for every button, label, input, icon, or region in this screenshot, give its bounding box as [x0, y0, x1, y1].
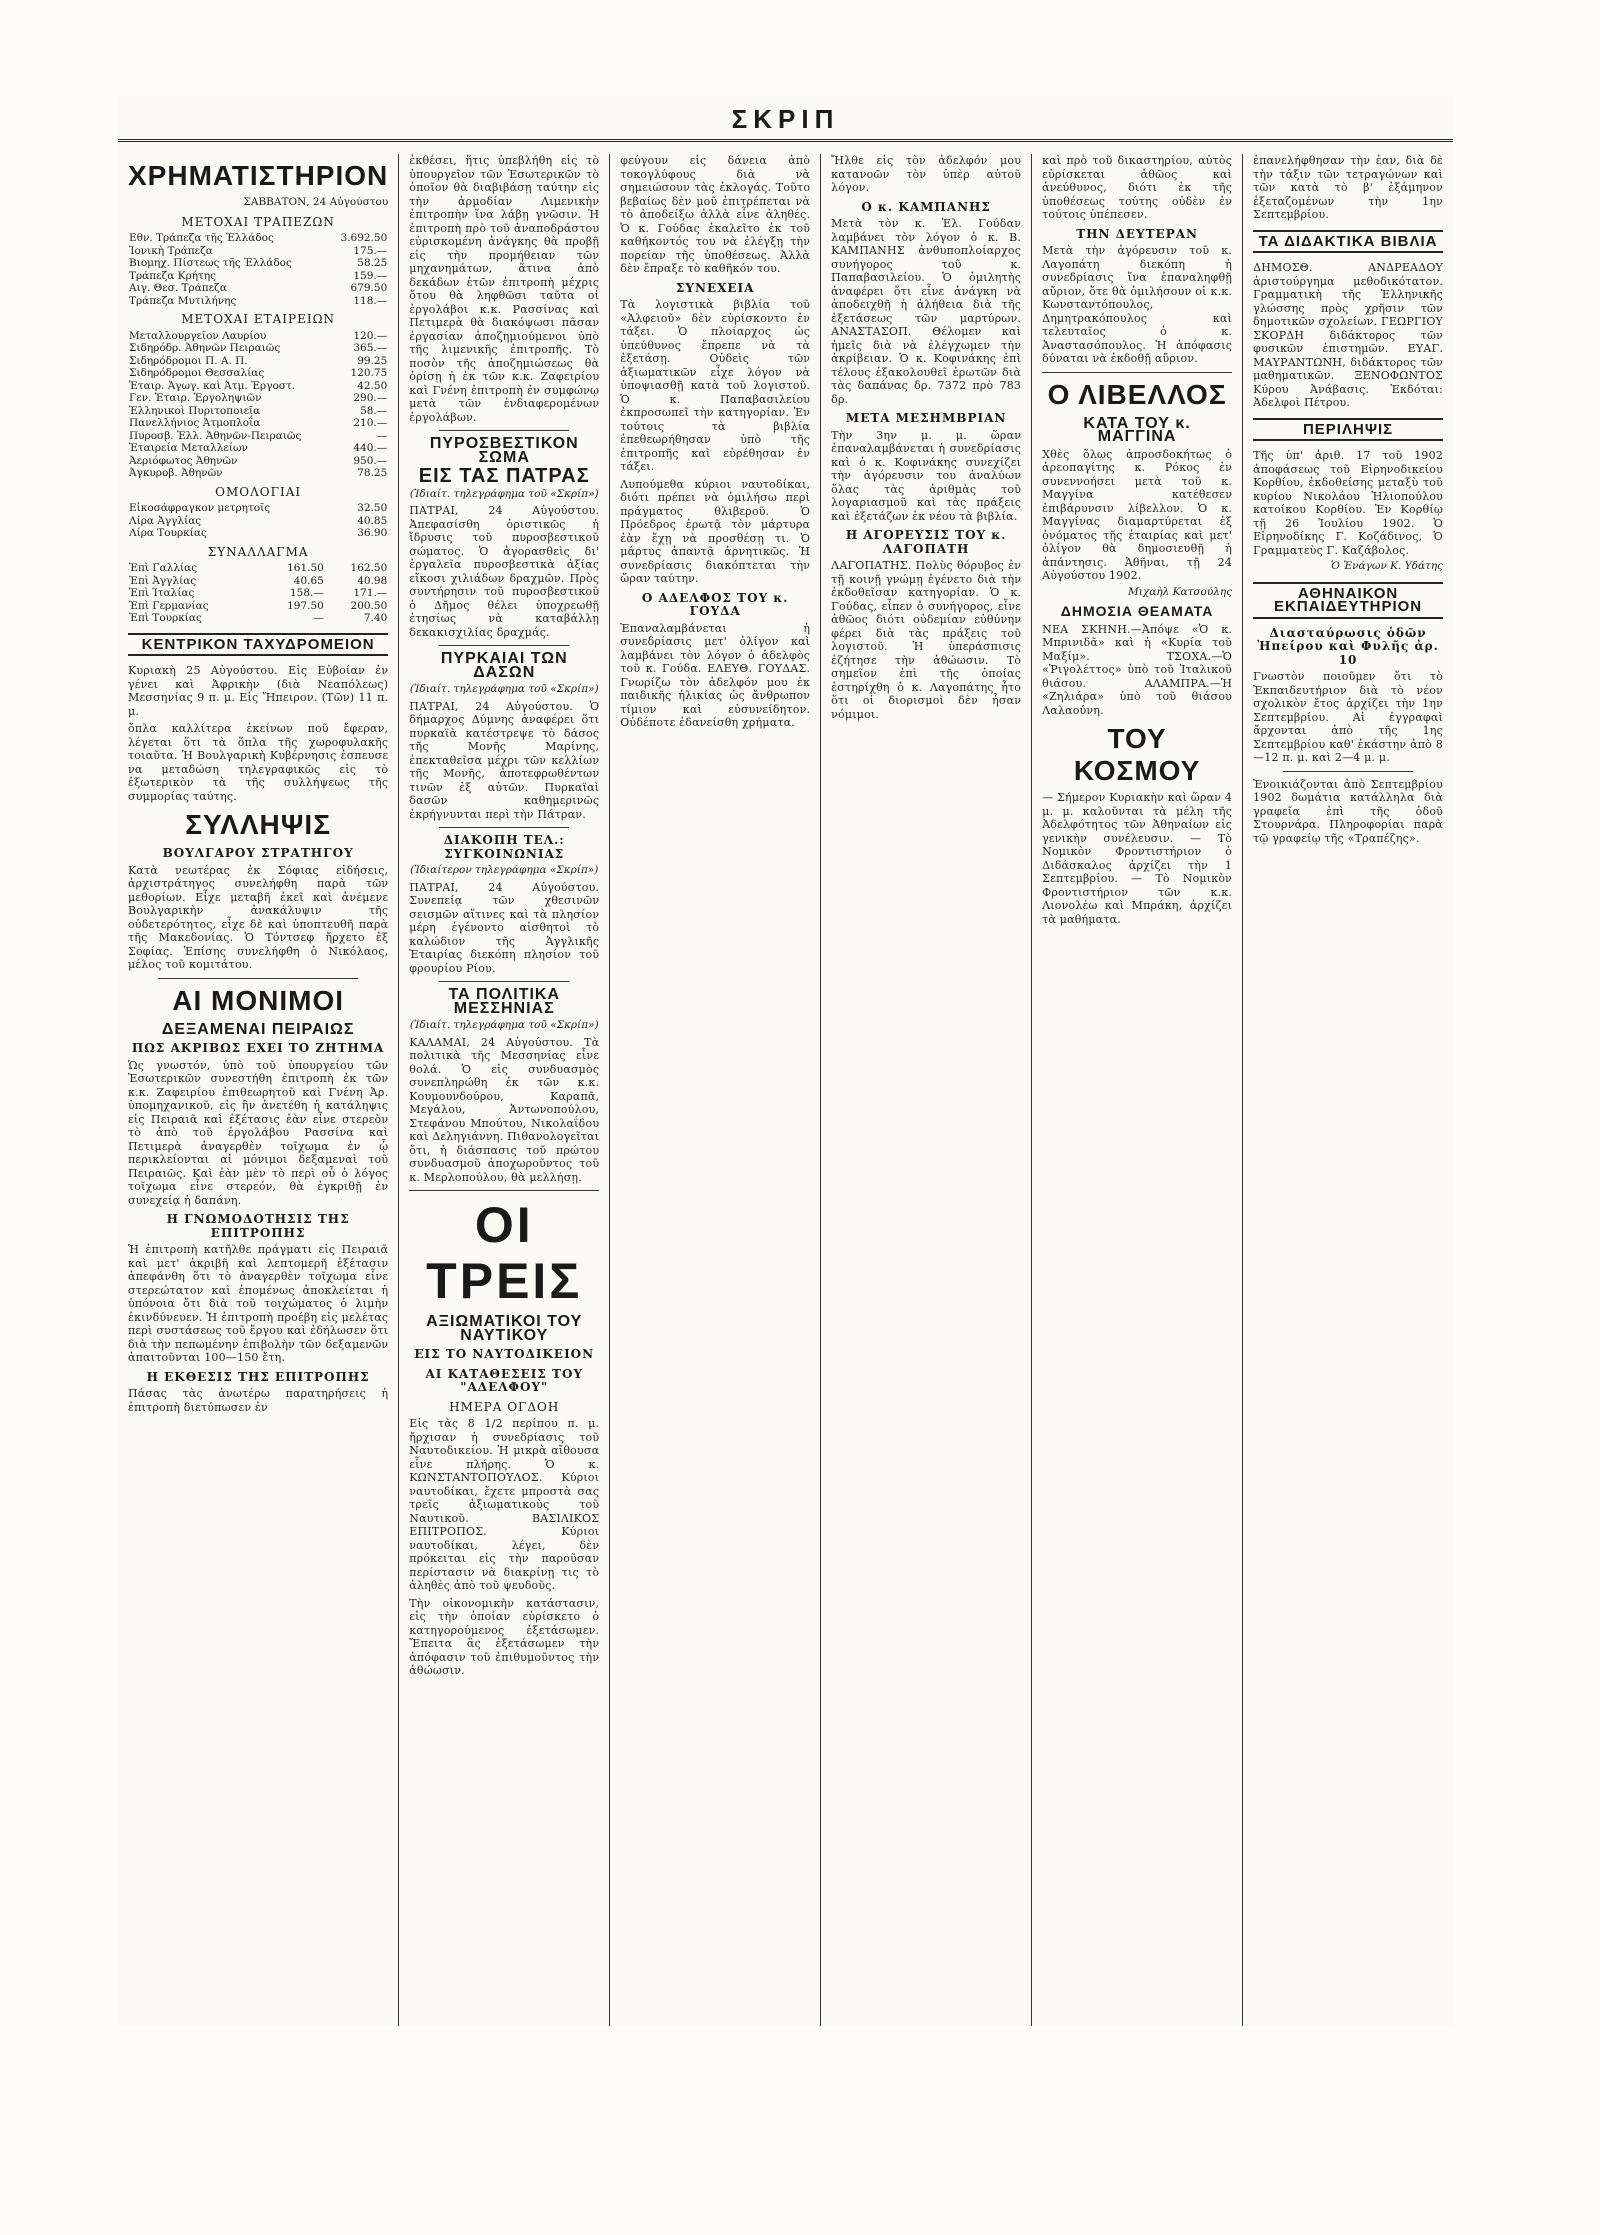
- column-5: [1032, 154, 1243, 2026]
- masthead: [118, 96, 1453, 142]
- table-row: Πανελλήνιος Ἀτμοπλοΐα 210.—: [129, 417, 388, 429]
- lagopatis-text: ΛΑΓΟΠΑΤΗΣ. Πολὺς θόρυβος ἐν τῇ κοινῇ γνώμῃ ἐγένετο διὰ τὴν ἐκδοθεῖσαν κατηγορίαν. Ὁ κ. Γούδας, εἶπεν ὁ συνήγορος, εἶνε ἀθῶος διότι οὐδεμίαν εὐθύνην φέρει διὰ τὰς πράξεις τοῦ λογιστοῦ. Ἡ ὑπεράσπισις ἐζήτησε τὴν ἀθώωσιν. Τὸ σημεῖον ἐπὶ τῆς ὁποίας ἐστηρίχθη ὁ κ. Λαγοπάτης ἦτο ὅτι οἱ διορισμοὶ δὲν ἦσαν νόμιμοι.: [831, 559, 1022, 721]
- banks-heading: ΜΕΤΟΧΑΙ ΤΡΑΠΕΖΩΝ: [181, 214, 335, 229]
- messinia-source: (Ἰδιαίτ. τηλεγράφημα τοῦ «Σκρίπ»): [409, 1019, 599, 1031]
- monimoi-heading-2: ΔΕΞΑΜΕΝΑΙ ΠΕΙΡΑΙΩΣ: [161, 1020, 355, 1038]
- deftera-text: Μετὰ τὴν ἀγόρευσιν τοῦ κ. Λαγοπάτη διεκόπη ἡ συνεδρίασις ἵνα ἐπαναληφθῇ αὔριον, ὅτε θὰ ὁμιλήσουν οἱ κ.κ. Κωνσταντόπουλος, Δημητρακόπουλος καὶ τελευταῖος ὁ κ. Ἀναστασόπουλος. Ἡ ἀπόφασις δύναται νὰ ἐκδοθῇ αὔριον.: [1042, 244, 1233, 365]
- pyro-text: ΠΑΤΡΑΙ, 24 Αὐγούστου. Ἀπεφασίσθη ὁριστικῶς ἡ ἵδρυσις τοῦ πυροσβεστικοῦ σώματος. Ὁ ἀγορασθεὶς δι' ἐργαλεῖα πυροσβεστικὰ ἀξίας εἴκοσι χιλιάδων δραχμῶν. Πρὸς συντήρησιν τοῦ πυροσβεστικοῦ ὁ Δῆμος θέλει ὑποχρεωθῇ ἐτησίως νὰ καταβάλλῃ δεκακισχιλίας δραχμάς.: [409, 504, 600, 639]
- divider: [439, 645, 569, 646]
- synecheia-text: Τὰ λογιστικὰ βιβλία τοῦ «Ἀλφειοῦ» δὲν εὑρίσκοντο ἐν τάξει. Ὁ πλοίαρχος ὡς ὑπεύθυνος ἔπρεπε νὰ τὰ ἐξετάσῃ. Οὐδεὶς τῶν ἀξιωματικῶν εἶχε λόγον νὰ ὑποψιασθῇ κατὰ τοῦ λογιστοῦ. Ὁ κ. Παπαβασιλείου ἐκπροσωπεῖ τὴν κατηγορίαν. Ἐν τούτοις τὰ βιβλία ἐπεθεωρήθησαν ὑπὸ τῆς ἐπιτροπῆς καὶ εὑρέθησαν ἐν τάξει.: [620, 298, 811, 473]
- table-row: Γεν. Ἑταιρ. Ἐργοληψιῶν 290.—: [129, 392, 388, 404]
- bonds-heading: ΟΜΟΛΟΓΙΑΙ: [215, 484, 302, 499]
- table-row: Ἐπὶ Ἀγγλίας 40.65 40.98: [129, 574, 388, 587]
- divider: [439, 430, 569, 431]
- table-row: Εἰκοσάφραγκον μετρητοῖς 32.50: [129, 502, 388, 514]
- theamata-heading: ΔΗΜΟΣΙΑ ΘΕΑΜΑΤΑ: [1060, 603, 1214, 619]
- article-text: ὅπλα καλλίτερα ἐκείνων ποῦ ἔφεραν, λέγεται ὅτι τὰ ὅπλα τῆς χωροφυλακῆς τοιαῦτα. Ἡ Βουλγαρικὴ Κυβέρνησις ἐσπευσε να μεταδώση τηλεγραφικῶς εἰς τὸ ἐξωτερικὸν τὰ τῆς συλλήψεως τῆς συμμορίας ταύτης.: [128, 722, 389, 803]
- syllipsis-heading: ΣΥΛΛΗΨΙΣ: [185, 809, 331, 840]
- syllipsis-text: Κατὰ νεωτέρας ἐκ Σόφιας εἰδήσεις, ἀρχιστράτηγος συνελήφθη παρὰ τῶν μεθορίων. Εἶχε μεταβῆ ἐκεῖ καὶ ἀνέμενε Βουλγαρικὴν ἀνακάλυψιν τῆς οὐδετερότητος, εἶχε δὲ καὶ ὑποπτευθῆ παρὰ τῆς Μακεδονίας. Ὁ Τόντσεφ ἤρχετο ἐξ Σοφίας. Ἐπίσης συνελήφθη ὁ Νικόλαος, μέλος τοῦ κομιτάτου.: [128, 863, 389, 971]
- periiipsis-signature: Ὁ Ἐνάγων Κ. Υδάτης: [1330, 560, 1444, 572]
- table-row: Λίρα Τουρκίας 36.90: [129, 527, 388, 539]
- bonds-table: [128, 502, 388, 540]
- monimoi-subheading: ΠΩΣ ΑΚΡΙΒΩΣ ΕΧΕΙ ΤΟ ΖΗΤΗΜΑ: [131, 1041, 385, 1055]
- column-1: [118, 154, 399, 2026]
- deftera-heading: ΤΗΝ ΔΕΥΤΕΡΑΝ: [1076, 226, 1199, 241]
- lead-text: ἐκθέσει, ἥτις ὑπεβλήθη εἰς τὸ ὑπουργεῖον τῶν Ἐσωτερικῶν τὸ ὁποῖον θὰ διαβιβάσῃ ταύτην εἰς τὴν ἁρμοδίαν Λιμενικὴν ἐπιτροπὴν ἵνα λάβῃ γνῶσιν. Ἡ ἐπιτροπὴ πρὸ τοῦ ἀναποδράστου εὑρισκομένη ἀνάγκης θὰ προβῇ εἰς τὴν προμήθειαν τῶν μηχανημάτων, ἅτινα ἀπὸ δεκάδων ἐτῶν ἐπιτροπὴ μέχρις ὅτου θὰ ληφθῶσι ταῦτα οἱ ἐργολάβοι κ.κ. Ρασσίνας καὶ Πετιμερὰ θὰ διακόψωσι πᾶσαν ἐργασίαν ἀποζημιούμενοι ὑπὸ τῆς λιμενικῆς ἐπιτροπῆς. Τὸ ποσὸν τῆς ἀποζημιώσεως θὰ ὁρίσῃ ἡ ἐκ τῶν κ.κ. Ζαφειρίου καὶ Γνένη ἐπιτροπὴ ἐν συμφώνῳ μετὰ τῶν ἐνδιαφερομένων ἐργολάβων.: [409, 154, 600, 424]
- column-3: [610, 154, 821, 2026]
- livellos-signature: Μιχαὴλ Κατσούλης: [1128, 585, 1233, 598]
- table-row: Ἀγκυροβ. Ἀθηνῶν 78.25: [129, 467, 388, 479]
- lead-text: Ἤλθε εἰς τὸν ἀδελφόν μου κατανοῶν τὸν ὑπὲρ αὐτοῦ λόγον.: [831, 154, 1022, 194]
- table-row: Αιγ. Θεσ. Τράπεζα 679.50: [129, 282, 388, 294]
- strefi-source: (Ἰδιαίτερον τηλεγράφημα «Σκρίπ»): [410, 864, 599, 876]
- adelfos-text: Ἐπαναλαμβάνεται ἡ συνεδρίασις μετ' ὀλίγον καὶ λαμβάνει τὸν λόγον ὁ ἀδελφὸς τοῦ κ. Γούδα. ΕΛΕΥΘ. ΓΟΥΔΑΣ. Γνωρίζω τὸν ἀδελφόν μου ἐκ παιδικῆς ἡλικίας ὡς ἄνθρωπον τίμιον καὶ εὐσυνείδητον. Οὐδέποτε ἐδανείσθη χρήματα.: [620, 621, 811, 729]
- pyro-heading-2: ΕΙΣ ΤΑΣ ΠΑΤΡΑΣ: [418, 465, 590, 487]
- kosmou-text: — Σήμερον Κυριακὴν καὶ ὥραν 4 μ. μ. καλοῦνται τὰ μέλη τῆς Ἀδελφότητος τῶν Ἀθηναίων εἰς γενικὴν συνέλευσιν. — Τὸ Νομικὸν Φροντιστήριον ὁ Διδάσκαλος ἀρχίζει τὴν 1 Σεπτεμβρίου. — Τὸ Νομικὸν Φροντιστήριον τῶν κ.κ. Λιονολέω καὶ Μπράκη, ἀρχίζει τὰ μαθήματα.: [1042, 791, 1233, 926]
- ekthesis-text: Πάσας τὰς ἀνωτέρω παρατηρήσεις ἡ ἐπιτροπὴ διετύπωσεν ἐν: [128, 1387, 389, 1414]
- treis-text: Εἰς τὰς 8 1/2 περίπου π. μ. ἤρχισαν ἡ συνεδρίασις τοῦ Ναυτοδικείου. Ἡ μικρὰ αἴθουσα εἶνε πλήρης. Ὁ κ. ΚΩΝΣΤΑΝΤΟΠΟΥΛΟΣ. Κύριοι ναυτοδίκαι, ἔχετε μπροστὰ σας τρεῖς ἀξιωματικοὺς τοῦ Ναυτικοῦ. ΒΑΣΙΛΙΚΟΣ ΕΠΙΤΡΟΠΟΣ. Κύριοι ναυτοδίκαι, λέγει, δὲν πρόκειται εἰς τὴν παροῦσαν περίστασιν νὰ διακρίνῃ τις τὸ ἀληθὲς ἀπὸ τοῦ ψευδοῦς.: [409, 1417, 600, 1592]
- table-row: Τράπεζα Μυτιλήνης 118.—: [129, 294, 388, 307]
- newspaper-page: [118, 96, 1453, 2026]
- table-row: Ἑταιρ. Ἀγωγ. καὶ Ἀτμ. Ἐργοστ. 42.50: [129, 379, 388, 392]
- divider: [1042, 372, 1232, 373]
- treis-heading-3: ΕΙΣ ΤΟ ΝΑΥΤΟΔΙΚΕΙΟΝ: [414, 1347, 595, 1361]
- table-row: Τράπεζα Κρήτης 159.—: [129, 269, 388, 282]
- table-row: Σιδηρόδρομοι Π. Α. Π. 99.25: [129, 354, 388, 367]
- table-row: Ἀεριόφωτος Ἀθηνῶν 950.—: [129, 454, 388, 467]
- page-title: ΣΚΡΙΠ: [731, 104, 840, 134]
- ekpaid-subheading: Διασταύρωσις ὁδῶν Ἠπείρου καὶ Φυλῆς ἀρ. 10: [1257, 625, 1439, 667]
- lagopatis-heading: Η ΑΓΟΡΕΥΣΙΣ ΤΟΥ κ. ΛΑΓΟΠΑΤΗ: [845, 528, 1007, 556]
- strefi-heading: ΔΙΑΚΟΠΗ ΤΕΛ.: ΣΥΓΚΟΙΝΩΝΙΑΣ: [443, 833, 565, 861]
- table-row: Εθν. Τράπεζα τῆς Ἑλλάδος 3.692.50: [129, 232, 388, 244]
- exchange-heading: ΧΡΗΜΑΤΙΣΤΗΡΙΟΝ: [128, 160, 389, 191]
- fx-heading: ΣΥΝΑΛΛΑΓΜΑ: [207, 544, 309, 559]
- table-row: Ἐπὶ Γαλλίας 161.50 162.50: [129, 562, 388, 574]
- table-row: Ἰονικὴ Τράπεζα 175.—: [129, 244, 388, 257]
- treis-heading-2: ΑΞΙΩΜΑΤΙΚΟΙ ΤΟΥ ΝΑΥΤΙΚΟΥ: [426, 1313, 583, 1344]
- table-row: Λίρα Ἀγγλίας 40.85: [129, 514, 388, 527]
- lead-text: φεύγουν εἰς δάνεια ἀπὸ τοκογλύφους διὰ νὰ σημειώσουν τὰς ἐκλογάς. Τοῦτο βεβαίως δὲν μοῦ ἐπιτρέπεται νὰ τὸ ἀποδείξω ἀλλὰ εἶνε ἀληθές. Ὁ κ. Γούδας ἐκαλεῖτο ἐκ τοῦ καθήκοντός του νὰ ἐλέγξῃ τὴν πορείαν τῆς ὑποθέσεως. Ἀλλὰ δὲν ἔπραξε τὸ καθῆκόν του.: [620, 154, 811, 275]
- syllipsis-subheading: ΒΟΥΛΓΑΡΟΥ ΣΤΡΑΤΗΓΟΥ: [162, 846, 354, 860]
- livellos-heading-2: ΚΑΤΑ ΤΟΥ κ. ΜΑΓΓΙΝΑ: [1083, 414, 1191, 445]
- table-row: Ἐπὶ Ἰταλίας 158.— 171.—: [129, 587, 388, 599]
- divider: [439, 981, 569, 982]
- table-row: Ἐπὶ Γερμανίας 197.50 200.50: [129, 599, 388, 612]
- fx-table: [128, 562, 388, 625]
- meta-heading: ΜΕΤΑ ΜΕΣΗΜΒΡΙΑΝ: [845, 411, 1007, 425]
- table-row: Βιομηχ. Πίστεως τῆς Ἑλλάδος 58.25: [129, 257, 388, 269]
- divider: [439, 827, 569, 828]
- vivlia-text: ΔΗΜΟΣΘ. ΑΝΔΡΕΑΔΟΥ ἀριστούργημα μεθοδικότατον. Γραμματικὴ τῆς Ἑλληνικῆς γλώσσης πρὸς χρῆσιν τῶν δημοτικῶν σχολείων. ΓΕΩΡΓΙΟΥ ΣΚΟΡΔΗ διδάκτορος τῶν φυσικῶν ἐπιστημῶν. ΕΥΑΓ. ΜΑΥΡΑΝΤΩΝΗ, διδάκτορος τῶν μαθηματικῶν. ΞΕΝΟΦΩΝΤΟΣ Κύρου Ἀνάβασις. Ἐκδόται: Ἀδελφοὶ Πέτρου.: [1253, 261, 1444, 409]
- dason-source: (Ἰδιαίτ. τηλεγράφημα τοῦ «Σκρίπ»): [409, 683, 599, 695]
- table-row: Ἐπὶ Τουρκίας — 7.40: [129, 612, 388, 624]
- livellos-text: Χθὲς ὅλως ἀπροσδοκήτως ὁ ἀρεοπαγίτης κ. Ρόκος ἐν συνεννοήσει μετὰ τοῦ κ. Μαγγίνα κατέθεσεν ἐπιβάρυνσιν λίβελλον. Ὁ κ. Μαγγίνας διαμαρτύρεται ἐξ ὀνόματος τῆς ἐταιρίας καὶ μετ' ὀλίγον θὰ δημοσιευθῇ ἡ ἀπάντησις. Ἀθῆναι, τῇ 24 Αὐγούστου 1902.: [1042, 447, 1233, 582]
- pyro-heading: ΠΥΡΟΣΒΕΣΤΙΚΟΝ ΣΩΜΑ: [429, 435, 579, 466]
- adelfos-heading: Ο ΑΔΕΛΦΟΣ ΤΟΥ κ. ΓΟΥΔΑ: [641, 590, 789, 618]
- theamata-text: ΝΕΑ ΣΚΗΝΗ.—Ἀπόψε «Ὁ κ. Μπρινιδᾶ» καὶ ἡ «Κυρία τοῦ Μαξίμ». ΤΣΟΧΑ.—Ὁ «Ῥιγολέττος» ὑπὸ τοῦ Ἰταλικοῦ θιάσου. ΑΛΑΜΠΡΑ.—Ἡ «Ζηλιάρα» ὑπὸ τοῦ θιάσου Λαλαούνη.: [1042, 622, 1233, 717]
- table-row: Σιδηρόδρ. Ἀθηνῶν Πειραιῶς 365.—: [129, 342, 388, 354]
- treis-subheading: ΑΙ ΚΑΤΑΘΕΣΕΙΣ ΤΟΥ "ΑΔΕΛΦΟΥ": [425, 1366, 584, 1394]
- column-4: [821, 154, 1032, 2026]
- meta-text: Τὴν 3ην μ. μ. ὥραν ἐπαναλαμβάνεται ἡ συνεδρίασις καὶ ὁ κ. Κοφινάκης συνεχίζει τὴν ἀγόρευσιν του ἀναλύων ὅλας τὰς ἀριθμὰς τοῦ λογαριασμοῦ καὶ τὰς πράξεις καὶ ἐξετάζων ἐκ νέου τὰ βιβλία.: [831, 428, 1022, 523]
- monimoi-heading: ΑΙ ΜΟΝΙΜΟΙ: [172, 984, 345, 1016]
- column-2: [399, 154, 610, 2026]
- column-6: [1243, 154, 1453, 2026]
- ekpaid-text: Γνωστὸν ποιοῦμεν ὅτι τὸ Ἐκπαιδευτήριον διὰ τὸ νέον σχολικὸν ἔτος ἀρχίζει τὴν 1ην Σεπτεμβρίου. Αἱ ἐγγραφαὶ ἄρχονται ἀπὸ τῆς 1ης Σεπτεμβρίου καθ' ἑκάστην ἀπὸ 8—12 π. μ. καὶ 2—4 μ. μ.: [1253, 670, 1444, 764]
- companies-heading: ΜΕΤΟΧΑΙ ΕΤΑΙΡΕΙΩΝ: [181, 312, 336, 326]
- divider: [1283, 771, 1413, 772]
- kampanis-text: Μετὰ τὸν κ. Ἐλ. Γούδαν λαμβάνει τὸν λόγον ὁ κ. Β. ΚΑΜΠΑΝΗΣ ἀνθυποπλοίαρχος συνήγορος τοῦ κ. Παπαβασιλείου. Ὁ ὁμιλητὴς ἀναφέρει ὅτι εἶνε ἀνάγκη νὰ ἀποδειχθῇ ἡ ἀλήθεια διὰ τῆς ἐξετάσεως τῶν μαρτύρων. ΑΝΑΣΤΑΣΟΠ. Θέλομεν καὶ ἡμεῖς διὰ νὰ ἐλέγχωμεν τὴν ἀκρίβειαν. Ὁ κ. Κοφινάκης ἐπὶ τέλους ἐξακολουθεῖ ἐρωτῶν διὰ τὰς δαπάνας δρ. 7372 πρὸ 783 δρ.: [831, 217, 1022, 406]
- post-heading: ΚΕΝΤΡΙΚΟΝ ΤΑΧΥΔΡΟΜΕΙΟΝ: [128, 633, 388, 657]
- banks-table: [128, 232, 388, 307]
- periiipsis-text: Τῆς ὑπ' ἀριθ. 17 τοῦ 1902 ἀποφάσεως τοῦ Εἰρηνοδικείου Κορθίου, ἐκδοθείσης μεταξὺ τοῦ κυρίου Νικολάου Ἠλιοπούλου κατοίκου Κορθίου. Ἐν Κορθίῳ τῇ 26 Ἰουλίου 1902. Ὁ Εἰρηνοδίκης Γ. Κοζάδινος, Ὁ Γραμματεὺς Γ. Καζάβολος.: [1253, 449, 1444, 557]
- kampanis-heading: Ο κ. ΚΑΜΠΑΝΗΣ: [861, 199, 991, 214]
- table-row: Σιδηρόδρομοι Θεσσαλίας 120.75: [129, 367, 388, 379]
- treis-day: ΗΜΕΡΑ ΟΓΔΟΗ: [449, 1399, 560, 1414]
- synecheia-heading: ΣΥΝΕΧΕΙΑ: [675, 280, 755, 295]
- dason-text: ΠΑΤΡΑΙ, 24 Αὐγούστου. Ὁ δήμαρχος Δύμνης ἀναφέρει ὅτι πυρκαϊὰ κατέστρεψε τὸ δάσος τῆς Μονῆς Μαρίνης, ἐπεκταθεῖσα μέχρι τῶν κελλίων τῆς Μονῆς, ἀποτεφρωθέντων τινῶν ἐξ αὐτῶν. Πυρκαϊαὶ δασῶν καθημερινῶς ἐκρήγνυνται περὶ τὴν Πάτραν.: [409, 699, 600, 821]
- table-row: Ἑταιρεία Μεταλλείων 440.—: [129, 442, 388, 454]
- ekpaid-heading: ΑΘΗΝΑΙΚΟΝ ΕΚΠΑΙΔΕΥΤΗΡΙΟΝ: [1253, 582, 1443, 619]
- synecheia-text-2: Λυπούμεθα κύριοι ναυτοδίκαι, διότι πρέπει νὰ ὁμιλήσω περὶ πράγματος θλιβεροῦ. Ὁ Πρόεδρος ἐρωτᾷ τὸν μάρτυρα ἐὰν ἔχῃ νὰ προσθέσῃ τι. Ὁ μάρτυς ἀπαντᾷ ἀρνητικῶς. Ἡ συνεδρίασις διακόπτεται τὴν ὥραν ταύτην.: [620, 477, 811, 585]
- monimoi-text: Ὡς γνωστόν, ὑπὸ τοῦ ὑπουργείου τῶν Ἐσωτερικῶν συνεστήθη ἐπιτροπὴ ἐκ τῶν κ.κ. Ζαφειρίου ἐπιθεωρητοῦ καὶ Γνένη Ἀρ. ὑπομηχανικοῦ, εἰς ἣν ἀνετέθη ἡ κατάληψις εἰς Πειραιᾶ καὶ ἐξέτασις ἐὰν εἶνε στερεὸν τὸ ἀπὸ τοῦ ἐργολάβου Ρασσίνα καὶ Πετιμερὰ ἀναγερθὲν τοῖχωμα ἐν ᾧ περικλείονται αἱ μόνιμοι δεξαμεναὶ τοῦ Πειραιῶς. Καὶ ἐὰν μὲν τὸ περὶ οὗ ὁ λόγος τοῖχωμα εἶνε στερεόν, θὰ ἐγκριθῇ ἐν συνεχείᾳ ἡ δαπάνη.: [128, 1058, 389, 1207]
- gnomodotisis-text: Ἡ ἐπιτροπὴ κατῆλθε πράγματι εἰς Πειραιᾶ καὶ μετ' ἀκριβῆ καὶ λεπτομερῆ ἐξέτασιν ἀπεφάνθη ὅτι τὸ ἀναγερθὲν τοῖχωμα εἶνε στερεώτατον καὶ ἐπομένως ἀποκλείεται ἡ ὑπόνοια ὅτι διὰ τοῦ τοιχώματος ὁ λιμὴν ἐκινδύνευεν. Ἡ ἐπιτροπὴ προέβη εἰς μελέτας περὶ συστάσεως τοῦ ἔργου καὶ ἐδήλωσεν ὅτι διὰ τὴν πεπωμένην ἐπιβολὴν τῶν δεξαμενῶν ἀπαιτοῦνται 100—150 ἔτη.: [128, 1243, 389, 1364]
- pyro-source: (Ἰδιαίτ. τηλεγράφημα τοῦ «Σκρίπ»): [409, 487, 599, 500]
- exchange-date: ΣΑΒΒΑΤΟΝ, 24 Αὐγούστου: [243, 196, 389, 208]
- lead-text: ἐπανελήφθησαν τὴν ἐαν, διὰ δὲ τὴν τάξιν τῶν τετραγώνων καὶ τῶν κατὰ τὸ β' ἐξάμηνον ἐξεταζομένων τὴν 1ην Σεπτεμβρίου.: [1253, 154, 1444, 221]
- post-text: Κυριακὴ 25 Αὐγούστου. Εἰς Εὐβοίαν ἐν γένει καὶ Ἀφρικὴν (διὰ Νεαπόλεως) Μεσσηνίας 9 π. μ. Εἰς Ἤπειρον. (Τῶν) 11 π. μ.: [128, 664, 389, 718]
- companies-table: [128, 330, 388, 480]
- messinia-heading: ΤΑ ΠΟΛΙΤΙΚΑ ΜΕΣΣΗΝΙΑΣ: [448, 986, 561, 1017]
- divider: [158, 978, 358, 979]
- livellos-heading: Ο ΛΙΒΕΛΛΟΣ: [1047, 378, 1227, 410]
- dason-heading: ΠΥΡΚΑΙΑΙ ΤΩΝ ΔΑΣΩΝ: [440, 650, 568, 681]
- vivlia-heading: ΤΑ ΔΙΔΑΚΤΙΚΑ ΒΙΒΛΙΑ: [1253, 230, 1443, 254]
- lead-text: καὶ πρὸ τοῦ δικαστηρίου, αὐτὸς εὑρίσκεται ἀθῶος καὶ ἀνεύθυνος, διότι ἐκ τῆς ὑποθέσεως τούτης οὐδὲν ἐν τούτοις ὑπέπεσεν.: [1042, 154, 1233, 221]
- ekthesis-heading: Η ΕΚΘΕΣΙΣ ΤΗΣ ΕΠΙΤΡΟΠΗΣ: [146, 1369, 370, 1384]
- kosmou-heading: ΤΟΥ ΚΟΣΜΟΥ: [1073, 723, 1201, 786]
- messinia-text: ΚΑΛΑΜΑΙ, 24 Αὐγούστου. Τὰ πολιτικὰ τῆς Μεσσηνίας εἶνε θολά. Ὁ εἰς συνδυασμὸς συνεπληρώθη ἐκ τῶν κ.κ. Κουμουνδούρου, Καραπᾶ, Μεγάλου, Ἀντωνοπούλου, Στεφάνου Μπούτου, Νικολαΐδου καὶ Δεληγιάννη. Πιθανολογεῖται ὅτι, ἡ διάσπασις τοῦ πρώτου συνδυασμοῦ ἀποχωροῦντος τοῦ κ. Μερλοπούλου, θὰ μελλήσῃ.: [409, 1035, 600, 1184]
- periiipsis-heading: ΠΕΡΙΛΗΨΙΣ: [1253, 418, 1443, 442]
- columns: [118, 154, 1453, 2026]
- table-row: Μεταλλουργεῖον Λαυρίου 120.—: [129, 329, 388, 342]
- strefi-text: ΠΑΤΡΑΙ, 24 Αὐγούστου. Συνεπείᾳ τῶν χθεσινῶν σεισμῶν αἵτινες καὶ τὰ πλησίον μέρη ἐγένοντο αἰσθητοὶ τὸ καλώδιον τῆς Ἀγγλικῆς Ἑταιρίας διεκόπη πλησίον τοῦ φρουρίου Ρίου.: [409, 880, 600, 975]
- divider: [409, 1190, 599, 1191]
- gnomodotisis-heading: Η ΓΝΩΜΟΔΟΤΗΣΙΣ ΤΗΣ ΕΠΙΤΡΟΠΗΣ: [166, 1212, 350, 1240]
- table-row: Ἑλληνικοὶ Πυριτοποιεῖα 58.—: [129, 404, 388, 417]
- ekpaid-text-2: Ἐνοικιάζονται ἀπὸ Σεπτεμβρίου 1902 δωμάτια κατάλληλα διὰ γραφεῖα ἐπὶ τῆς ὁδοῦ Στουρνάρα. Πληροφορίαι παρὰ τῷ γραφείῳ τῆς «Τραπέζης».: [1253, 777, 1444, 845]
- treis-heading: ΟΙ ΤΡΕΙΣ: [426, 1197, 583, 1309]
- table-row: Πυροσβ. Ἑλλ. Ἀθηνῶν-Πειραιῶς —: [129, 429, 388, 442]
- treis-text-2: Τὴν οἰκονομικὴν κατάστασιν, εἰς τὴν ὁποίαν εὑρίσκετο ὁ κατηγορούμενος ἐξετάσωμεν. Ἔπειτα ἂς ἐξετάσωμεν τὴν ἀπόφασιν τοῦ ἐπιθυμοῦντος τὴν ἀθώωσιν.: [409, 1596, 600, 1677]
